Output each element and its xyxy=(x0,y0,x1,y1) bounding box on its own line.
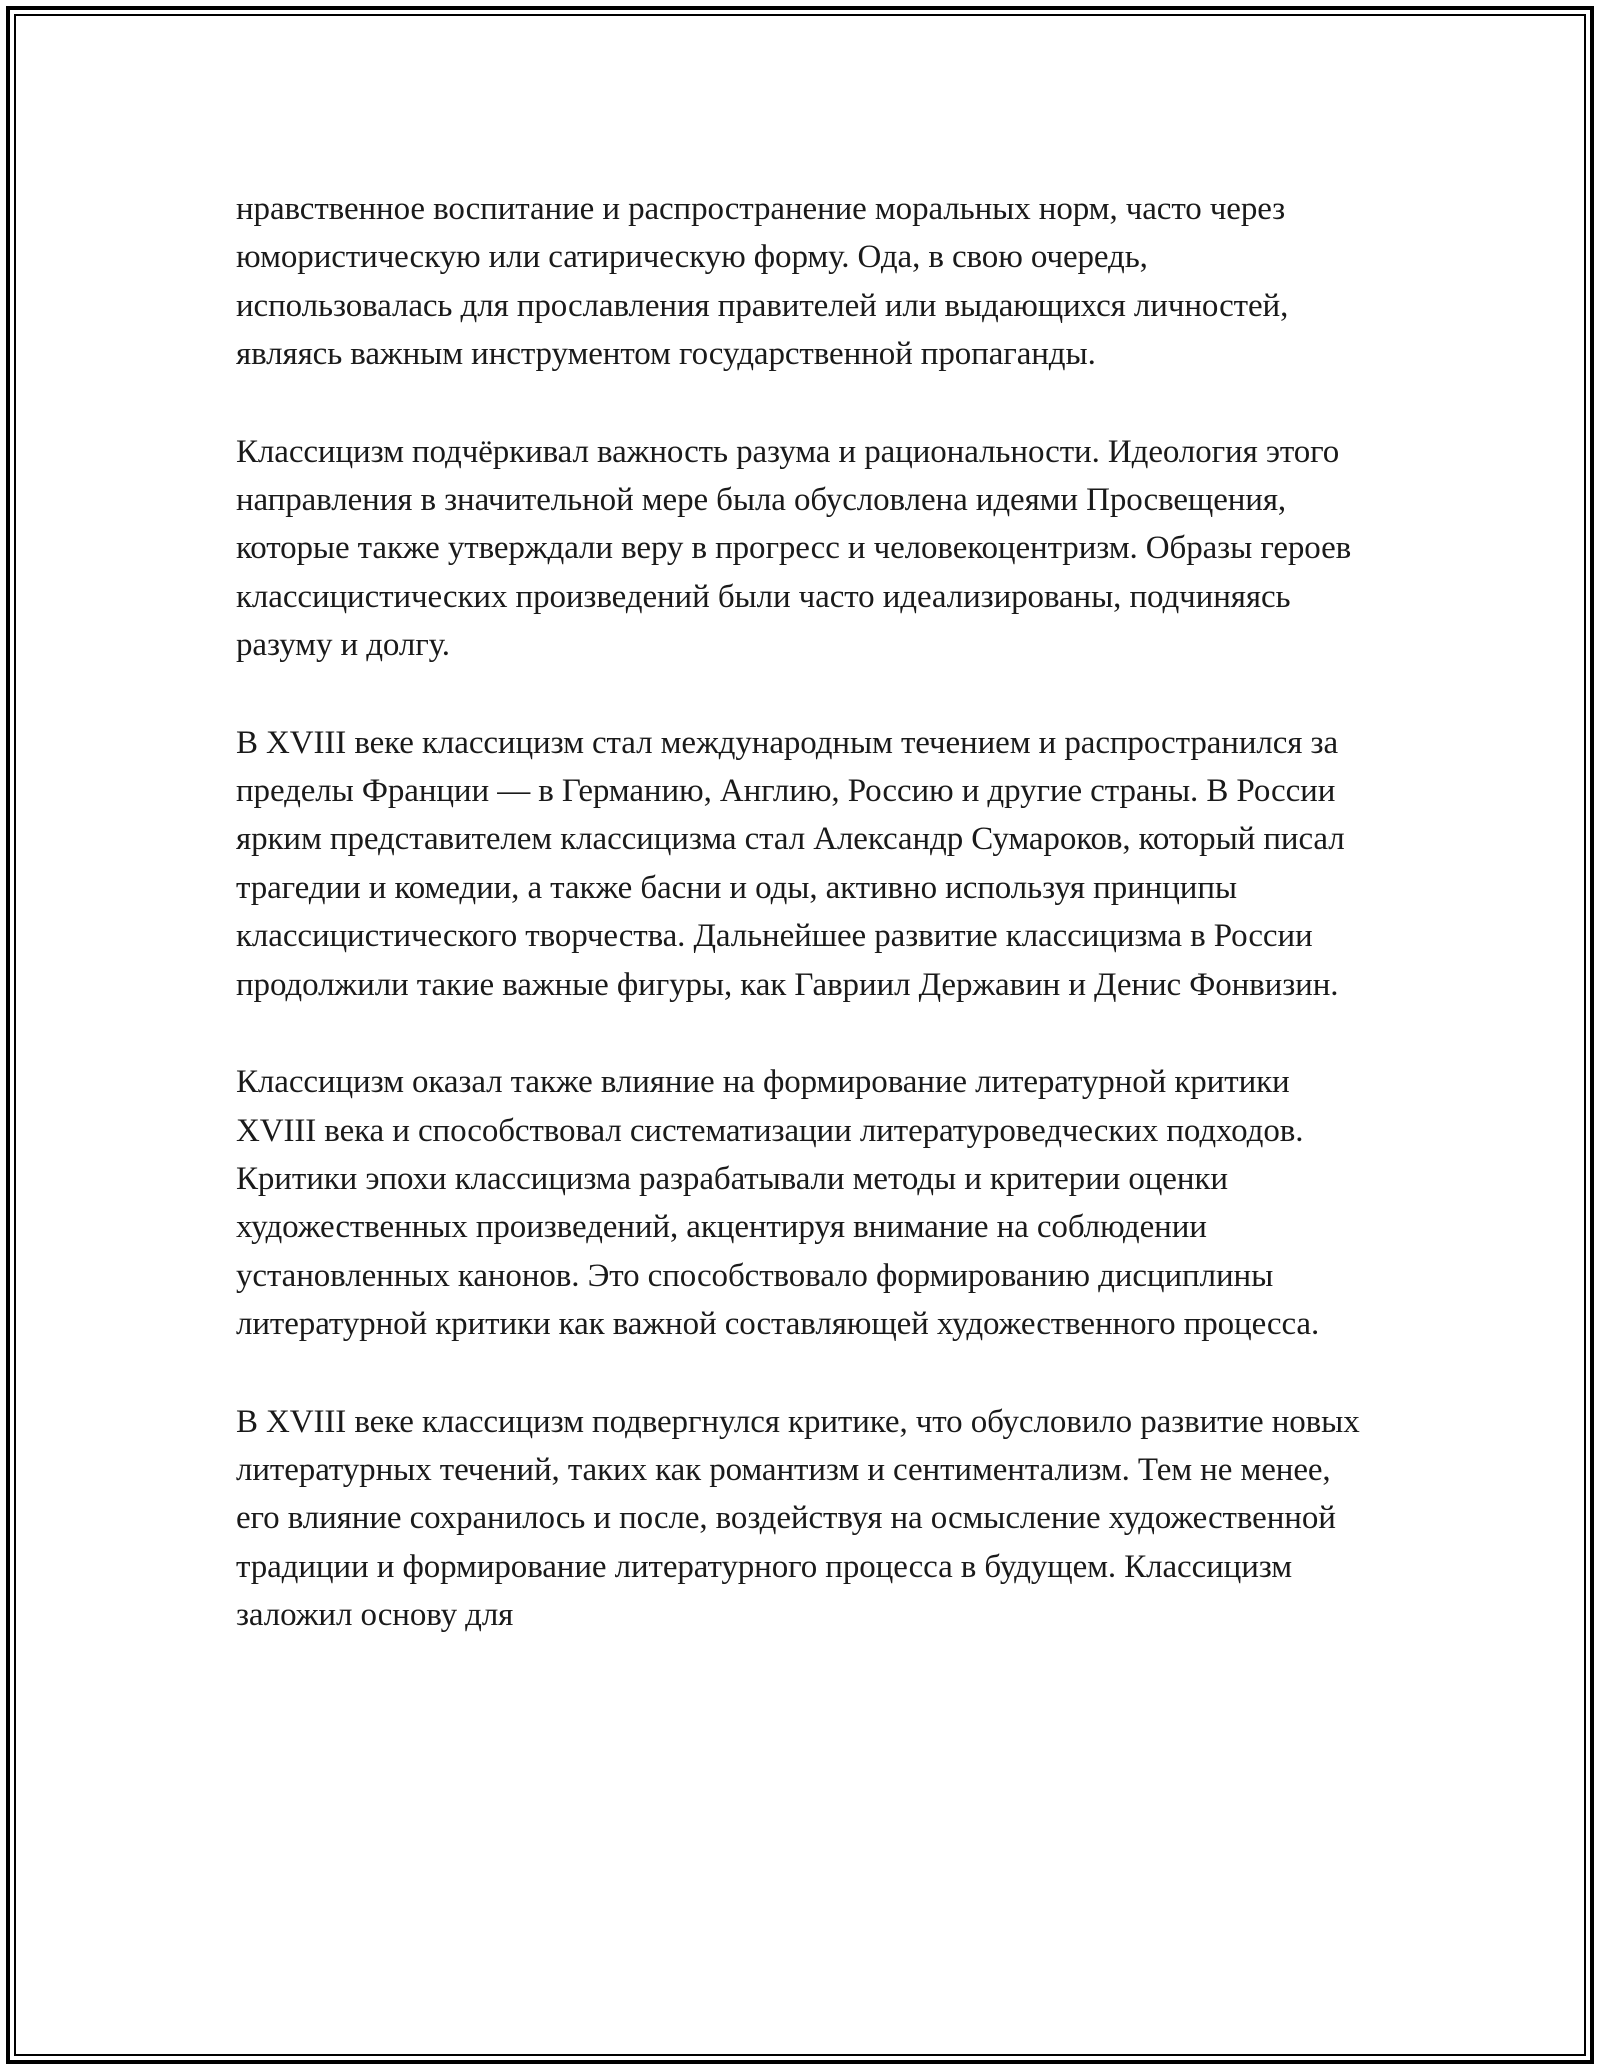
paragraph-4: Классицизм оказал также влияние на формирование литературной критики XVIII века и способствовал систематизации литературоведческих подходов. Критики эпохи классицизма разрабатывали методы и критерии оценки художественных произведений, акцентируя внимание на соблюдении установленных канонов. Это способствовало формированию дисциплины литературной критики как важной составляющей художественного процесса. xyxy=(236,1064,1320,1343)
paragraph-5: В XVIII веке классицизм подвергнулся критике, что обусловило развитие новых литературных течений, таких как романтизм и сентиментализм. Тем не менее, его влияние сохранилось и после, воздействуя на осмысление художественной традиции и формирование литературного процесса в будущем. Классицизм заложил основу для xyxy=(236,1403,1360,1634)
document-body xyxy=(236,185,1366,1640)
paragraph-1: нравственное воспитание и распространение моральных норм, часто через юмористическую или сатирическую форму. Ода, в свою очередь, использовалась для прославления правителей или выдающихся личностей, являясь важным инструментом государственной пропаганды. xyxy=(236,191,1289,373)
paragraph-3: В XVIII веке классицизм стал международным течением и распространился за пределы Франции — в Германию, Англию, Россию и другие страны. В России ярким представителем классицизма стал Александр Сумароков, который писал трагедии и комедии, а также басни и оды, активно используя принципы классицистического творчества. Дальнейшее развитие классицизма в России продолжили такие важные фигуры, как Гавриил Державин и Денис Фонвизин. xyxy=(236,724,1345,1003)
paragraph-2: Классицизм подчёркивал важность разума и рациональности. Идеология этого направления в значительной мере была обусловлена идеями Просвещения, которые также утверждали веру в прогресс и человекоцентризм. Образы героев классицистических произведений были часто идеализированы, подчиняясь разуму и долгу. xyxy=(236,433,1352,664)
